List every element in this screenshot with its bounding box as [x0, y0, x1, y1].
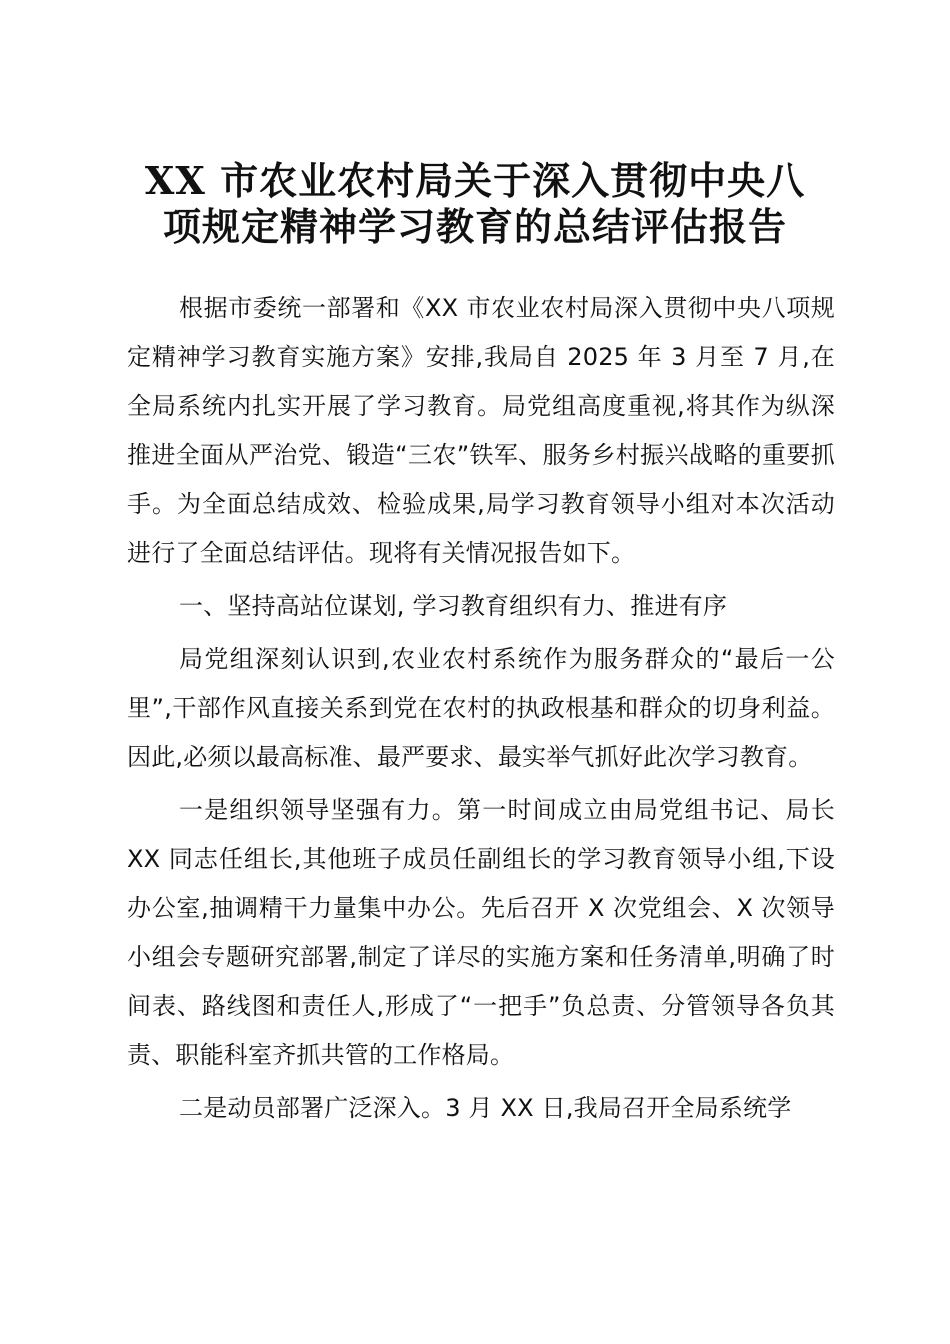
section-1-paragraph: 局党组深刻认识到,农业农村系统作为服务群众的“最后一公里”,干部作风直接关系到党在农村的执政根基和群众的切身利益。因此,必须以最高标准、最严要求、最实举气抓好此次学习教育。	[127, 645, 835, 771]
intro-paragraph: 根据市委统一部署和《XX 市农业农村局深入贯彻中央八项规定精神学习教育实施方案》安排,我局自 2025 年 3 月至 7 月,在全局系统内扎实开展了学习教育。局党组高度重视,将其作为纵深推进全面从严治党、锻造“三农”铁军、服务乡村振兴战略的重要抓手。为全面总结成效、检验成果,局学习教育领导小组对本次活动进行了全面总结评估。现将有关情况报告如下。	[127, 294, 835, 567]
document-title	[100, 158, 850, 250]
section-heading-1: 一、坚持高站位谋划, 学习教育组织有力、推进有序	[179, 592, 728, 620]
point-1-paragraph: 一是组织领导坚强有力。第一时间成立由局党组书记、局长 XX 同志任组长,其他班子成员任副组长的学习教育领导小组,下设办公室,抽调精干力量集中办公。先后召开 X 次党组会、X 次领导小组会专题研究部署,制定了详尽的实施方案和任务清单,明确了时间表、路线图和责任人,形成了“一把手”负总责、分管领导各负其责、职能科室齐抓共管的工作格局。	[127, 796, 835, 1069]
document-body	[127, 284, 835, 1137]
title-line-2: 项规定精神学习教育的总结评估报告	[162, 204, 787, 249]
title-line-1: XX 市农业农村局关于深入贯彻中央八	[144, 158, 806, 203]
point-2-paragraph: 二是动员部署广泛深入。3 月 XX 日,我局召开全局系统学	[179, 1094, 792, 1122]
